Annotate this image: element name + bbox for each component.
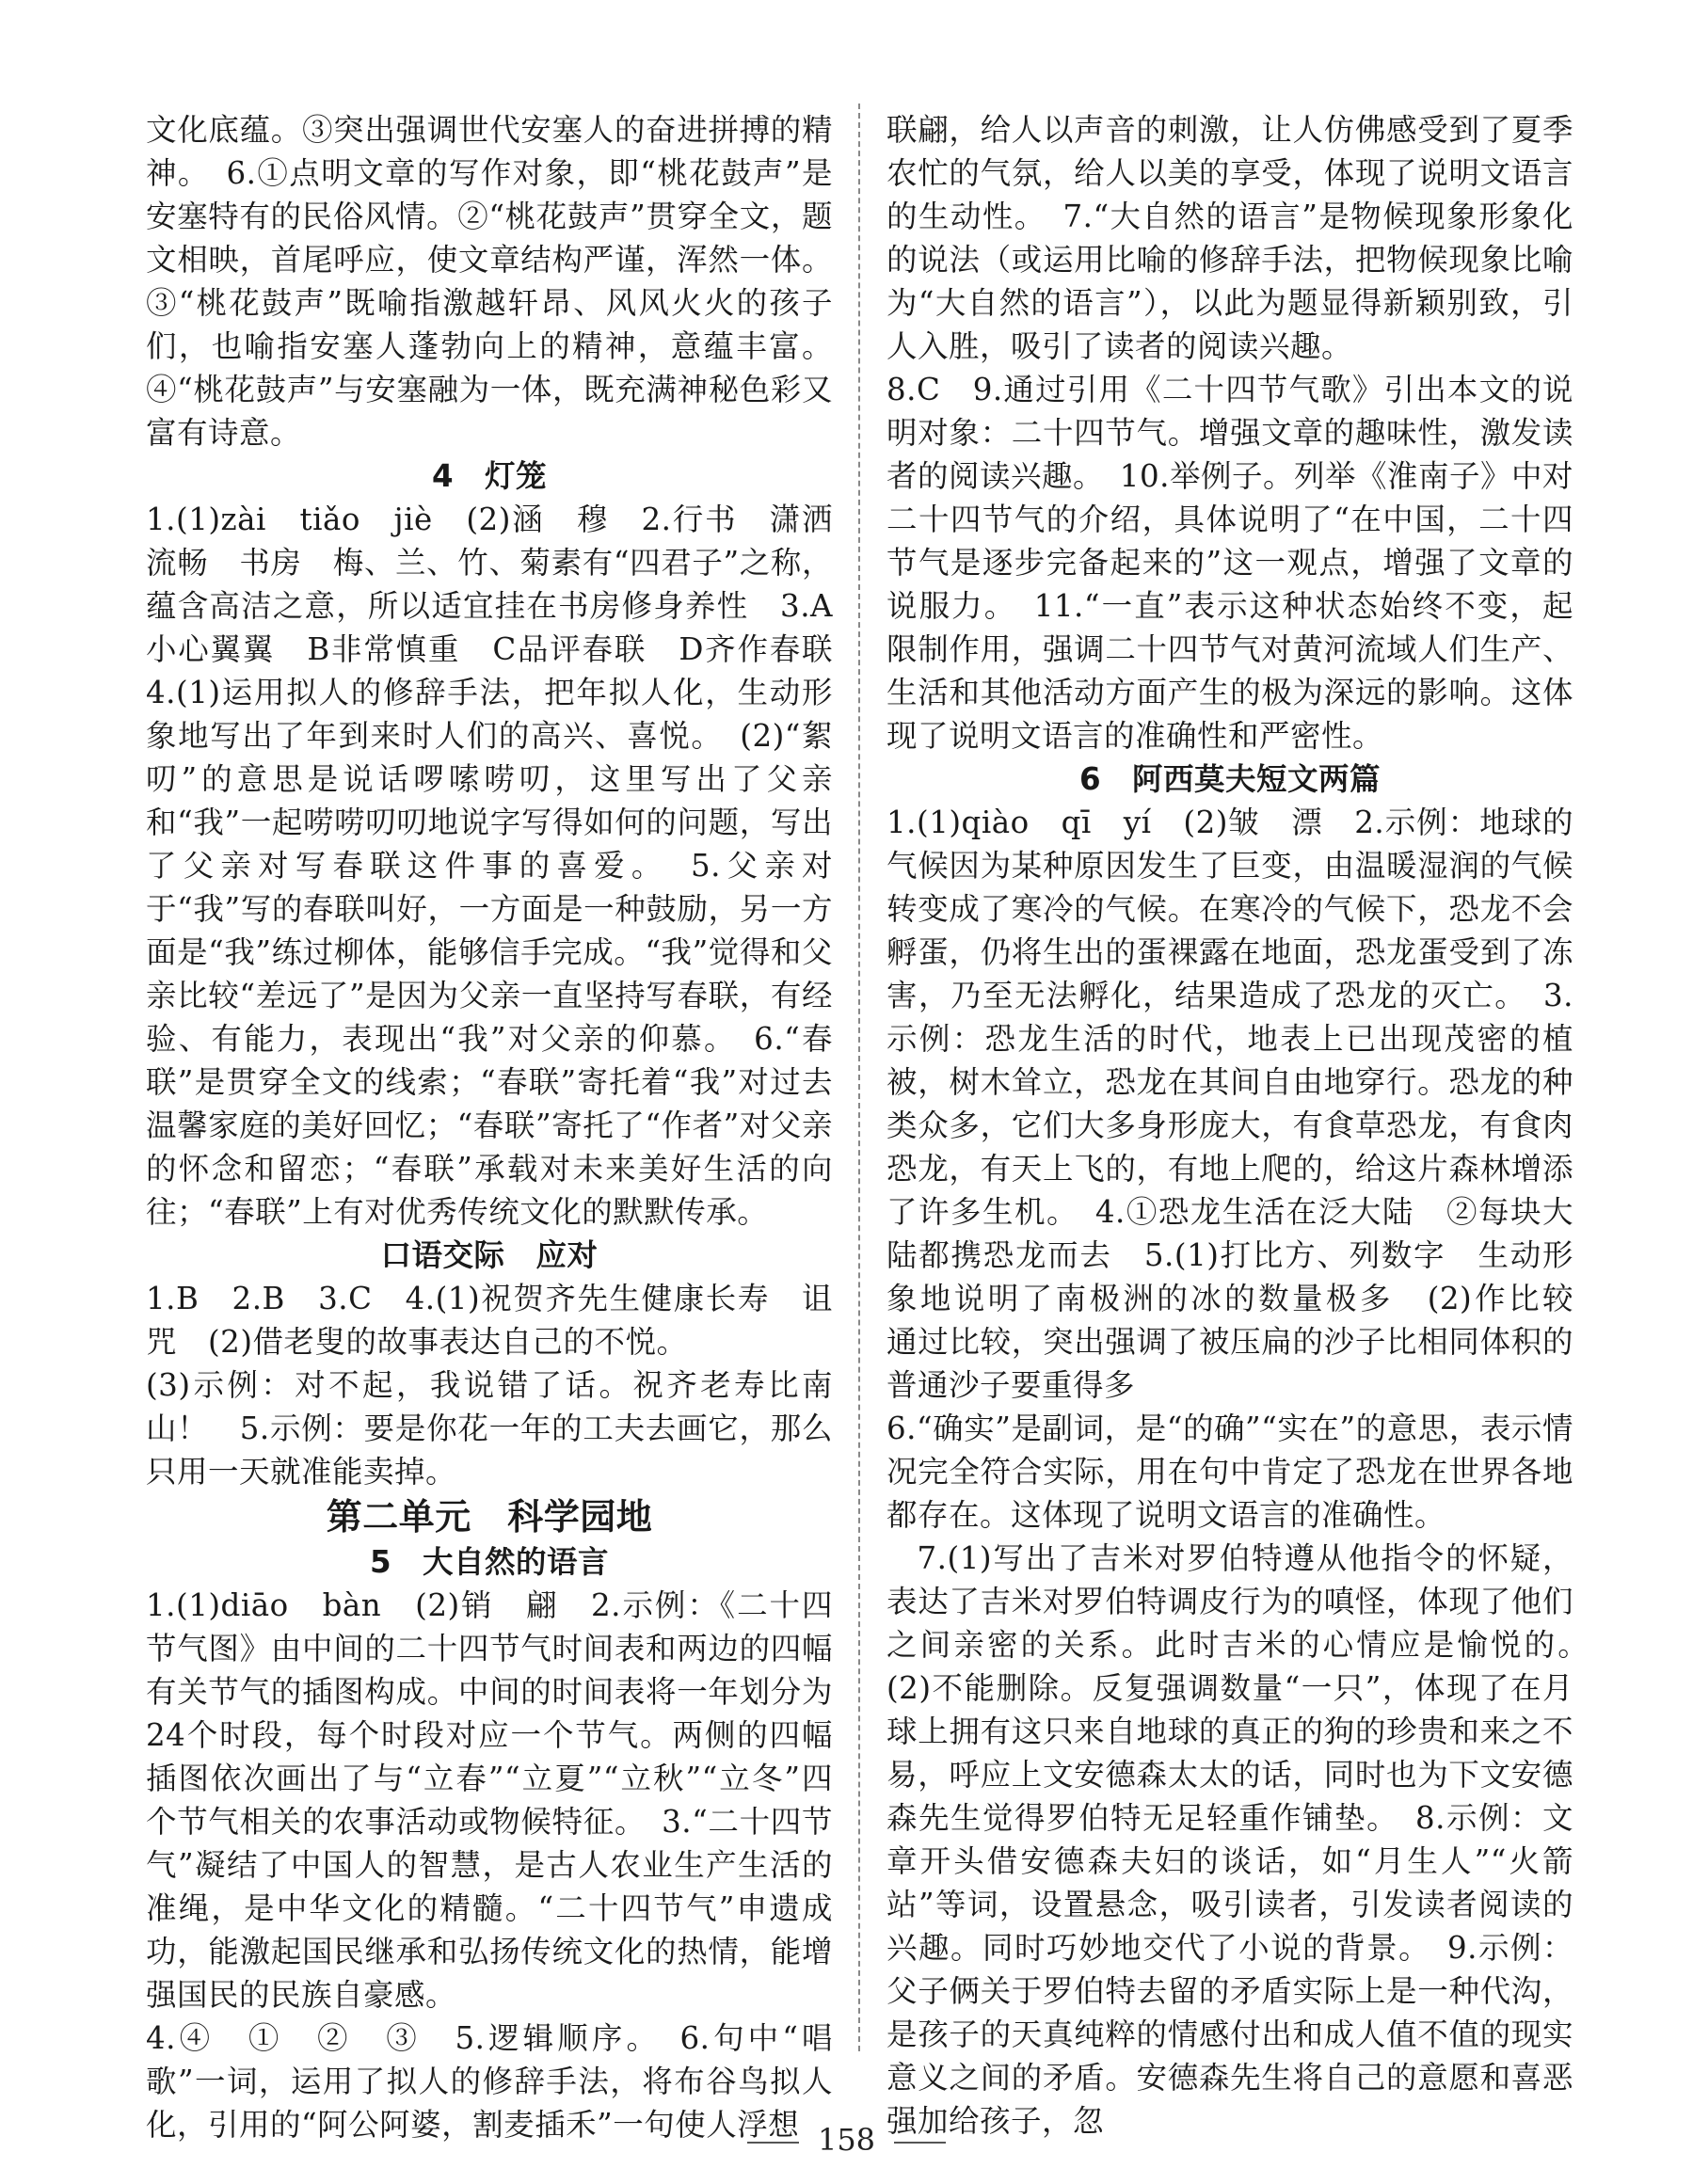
answer-paragraph: 联翩，给人以声音的刺激，让人仿佛感受到了夏季农忙的气氛，给人以美的享受，体现了说明文语言的生动性。 7.“大自然的语言”是物候现象形象化的说法（或运用比喻的修辞手法，把物候现象比喻为“大自然的语言”），以此为题显得新颖别致，引人入胜，吸引了读者的阅读兴趣。 [886, 112, 1573, 364]
answer-paragraph: (3)示例：对不起，我说错了话。祝齐老寿比南山！ 5.示例：要是你花一年的工夫去画它，那么只用一天就准能卖掉。 [146, 1367, 833, 1490]
answer-paragraph: 1.B 2.B 3.C 4.(1)祝贺齐先生健康长寿 诅咒 (2)借老叟的故事表达自己的不悦。 [146, 1281, 833, 1360]
answer-paragraph: 1.(1)diāo bàn (2)销 翩 2.示例：《二十四节气图》由中间的二十四节气时间表和两边的四幅有关节气的插图构成。中间的时间表将一年划分为24个时段，每个时段对应一个节气。两侧的四幅插图依次画出了与“立春”“立夏”“立秋”“立冬”四个节气相关的农事活动或物候特征。 3.“二十四节气”凝结了中国人的智慧，是古人农业生产生活的准绳，是中华文化的精髓。“二十四节气”申遗成功，能激起国民继承和弘扬传统文化的热情，能增强国民的民族自豪感。 [146, 1587, 833, 2013]
unit-title: 第二单元 科学园地 [326, 1496, 653, 1538]
footer-dash-right [894, 2142, 946, 2144]
answer-paragraph: 6.“确实”是副词，是“的确”“实在”的意思，表示情况完全符合实际，用在句中肯定了恐龙在世界各地都存在。这体现了说明文语言的准确性。 [886, 1411, 1573, 1533]
page-footer [0, 2122, 1693, 2158]
section-title: 6 阿西莫夫短文两篇 [1078, 761, 1382, 797]
section-title: 4 灯笼 [431, 458, 548, 494]
answer-paragraph: 1.(1)qiào qī yí (2)皱 漂 2.示例：地球的气候因为某种原因发生了巨变，由温暖湿润的气候转变成了寒冷的气候。在寒冷的气候下，恐龙不会孵蛋，仍将生出的蛋裸露在地面，恐龙蛋受到了冻害，乃至无法孵化，结果造成了恐龙的灭亡。 3.示例：恐龙生活的时代，地表上已出现茂密的植被，树木耸立，恐龙在其间自由地穿行。恐龙的种类众多，它们大多身形庞大，有食草恐龙，有食肉恐龙，有天上飞的，有地上爬的，给这片森林增添了许多生机。 4.①恐龙生活在泛大陆 ②每块大陆都携恐龙而去 5.(1)打比方、列数字 生动形象地说明了南极洲的冰的数量极多 (2)作比较 通过比较，突出强调了被压扁的沙子比相同体积的普通沙子要重得多 [886, 805, 1605, 1403]
answer-paragraph: 1.(1)zài tiǎo jiè (2)涵 穆 2.行书 潇洒流畅 书房 梅、兰、竹、菊素有“四君子”之称，蕴含高洁之意，所以适宜挂在书房修身养性 3.A小心翼翼 B非常慎重 C品评春联 D齐作春联 4.(1)运用拟人的修辞手法，把年拟人化，生动形象地写出了年到来时人们的高兴、喜悦。 (2)“絮叨”的意思是说话啰嗦唠叨，这里写出了父亲和“我”一起唠唠叨叨地说字写得如何的问题，写出了父亲对写春联这件事的喜爱。 5.父亲对于“我”写的春联叫好，一方面是一种鼓励，另一方面是“我”练过柳体，能够信手完成。“我”觉得和父亲比较“差远了”是因为父亲一直坚持写春联，有经验、有能力，表现出“我”对父亲的仰慕。 6.“春联”是贯穿全文的线索；“春联”寄托着“我”对过去温馨家庭的美好回忆；“春联”寄托了“作者”对父亲的怀念和留恋；“春联”承载对未来美好生活的向往；“春联”上有对优秀传统文化的默默传承。 [146, 502, 865, 1230]
answer-paragraph: 8.C 9.通过引用《二十四节气歌》引出本文的说明对象：二十四节气。增强文章的趣味性，激发读者的阅读兴趣。 10.举例子。列举《淮南子》中对二十四节气的介绍，具体说明了“在中国，二十四节气是逐步完备起来的”这一观点，增强了文章的说服力。 11.“一直”表示这种状态始终不变，起限制作用，强调二十四节气对黄河流域人们生产、生活和其他活动方面产生的极为深远的影响。这体现了说明文语言的准确性和严密性。 [886, 372, 1573, 754]
right-column [886, 108, 1605, 2143]
page-number: 158 [817, 2122, 876, 2158]
section-title: 口语交际 应对 [380, 1237, 599, 1273]
answer-paragraph: 7.(1)写出了吉米对罗伯特遵从他指令的怀疑，表达了吉米对罗伯特调皮行为的嗔怪，体现了他们之间亲密的关系。此时吉米的心情应是愉悦的。 (2)不能删除。反复强调数量“一只”，体现了在月球上拥有这只来自地球的真正的狗的珍贵和来之不易，呼应上文安德森太太的话，同时也为下文安德森先生觉得罗伯特无足轻重作铺垫。 8.示例：文章开头借安德森夫妇的谈话，如“月生人”“火箭站”等词，设置悬念，吸引读者，引发读者阅读的兴趣。同时巧妙地交代了小说的背景。 9.示例：父子俩关于罗伯特去留的矛盾实际上是一种代沟，是孩子的天真纯粹的情感付出和成人值不值的现实意义之间的矛盾。安德森先生将自己的意愿和喜恶强加给孩子，忽 [886, 1540, 1605, 2139]
column-divider [858, 104, 860, 2051]
answer-paragraph: 文化底蕴。③突出强调世代安塞人的奋进拼搏的精神。 6.①点明文章的写作对象，即“桃花鼓声”是安塞特有的民俗风情。②“桃花鼓声”贯穿全文，题文相映，首尾呼应，使文章结构严谨，浑然一体。③“桃花鼓声”既喻指激越轩昂、风风火火的孩子们，也喻指安塞人蓬勃向上的精神，意蕴丰富。④“桃花鼓声”与安塞融为一体，既充满神秘色彩又富有诗意。 [146, 112, 833, 451]
footer-dash-left [747, 2142, 799, 2144]
answer-paragraph: 4.④ ① ② ③ 5.逻辑顺序。 6.句中“唱歌”一词，运用了拟人的修辞手法，将布谷鸟拟人化，引用的“阿公阿婆，割麦插禾”一句使人浮想 [146, 2020, 833, 2143]
section-title: 5 大自然的语言 [369, 1544, 610, 1580]
